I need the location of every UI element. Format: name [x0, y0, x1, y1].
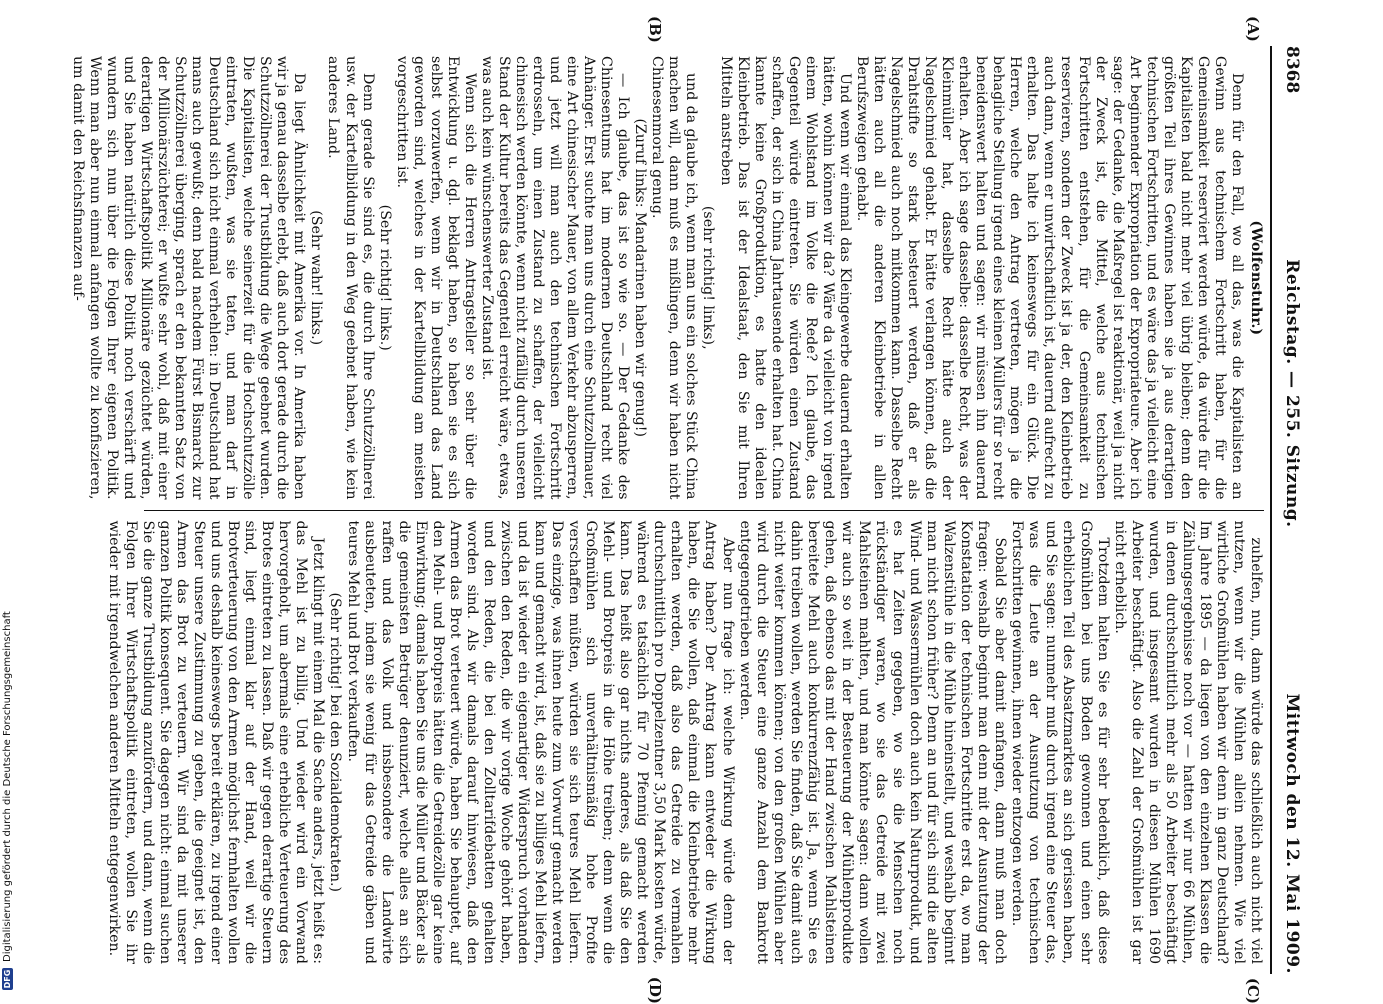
- paragraph: Sobald Sie aber damit anfangen, dann muß man doch fragen: weshalb beginnt man denn mit der Ausnutzung der Konstatation der technischen Fortschritte erst da, wo man Walzenstühle in die Mühle hineinstellt, und weshalb beginnt man nicht schon früher? Denn an und für sich sind die alten Wind- und Wassermühlen doch auch kein Naturprodukt, und es hat Zeiten gegeben, wo sie die Menschen noch rückständiger waren, wo sie das Getreide mit zwei Mahlsteinen mahlten, und man könnte sagen: dann wollen wir auch so weit in der Besteuerung der Mühlenprodukte gehen, daß ebenso das mit der Hand zwischen Mahlsteinen bereitete Mehl auch konkurrenzfähig ist. Ja, wenn Sie es dahin treiben wollen, werden Sie finden, daß Sie damit auch nicht weiter kommen können; von den großen Mühlen aber wird durch die Steuer eine ganze Anzahl dem Bankrott entgegengetrieben werden.: [736, 520, 1009, 964]
- right-column: [105, 511, 1264, 975]
- margin-marker-d: (D): [646, 976, 664, 1004]
- left-column: [69, 46, 1264, 510]
- paragraph: — Ich glaube, das ist so wie so. — Der Gedanke des Chinesentums hat im modernen Deutschland recht viel Anhänger. Erst suchte man uns durch eine Schutzzollmauer, eine Art chinesischer Mauer, von allem Verkehr abzusperren, und jetzt will man auch den technischen Fortschritt erdrosseln, um einen Zustand zu schaffen, der vielleicht chinesisch werden könnte, wenn nicht zufällig durch unseren Stand der Kultur bereits das Gegenteil erreicht wäre, etwas, was auch kein wünschenswerter Zustand ist.: [478, 56, 632, 500]
- paragraph: und da glaube ich, wenn man uns ein solches Stück China machen will, dann muß es mißlingen, denn wir haben nicht Chinesenmoral genug.: [649, 56, 700, 500]
- paragraph: Da liegt Ähnlichkeit mit Amerika vor. In Amerika haben wir ja genau dasselbe erlebt, daß auch dort gerade durch die Schutzzöllnerei der Trustbildung die Wege geebnet wurden. Die Kapitalisten, welche seinerzeit für die Hochschutzzölle eintraten, wußten, was sie taten, und man darf in Deutschland sich nicht einmal verhehlen: in Deutschland hat mans auch gewußt; denn bald nachdem Fürst Bismarck zur Schutzzöllnerei überging, sprach er den bekannten Satz von der Millionärszüchterei; er wußte sehr wohl, daß mit einer derartigen Wirtschaftspolitik Millionäre gezüchtet würden, und Sie haben natürlich diese Politik noch verschärft und wundern sich nun über die Folgen Ihrer eigenen Politik. Wenn man aber nun einmal anfangen wollte zu konfiszieren, um damit den Reichsfinanzen auf-: [69, 56, 308, 500]
- text-columns: [69, 16, 1264, 1004]
- paragraph: Wenn sich die Herren Antragsteller so sehr über die Entwicklung u. dgl. beklagt haben, so haben sie es sich selbst vorzuwerfen, wenn wir in Deutschland das Land geworden sind, welches in der Kartellbildung am meisten vorgeschritten ist.: [393, 56, 478, 500]
- page-number: 8368: [1282, 46, 1302, 94]
- margin-marker-c: (C): [1244, 977, 1262, 1004]
- paragraph: Jetzt klingt mit einem Mal die Sache anders, jetzt heißt es: das Mehl ist zu billig. Und wieder wird ein Vorwand hervorgeholt, um abermals eine erhebliche Verteuerung des Brotes eintreten zu lassen. Daß wir gegen derartige Steuern sind, liegt einmal klar auf der Hand, weil wir die Brotverteuerung von den Armen möglichst fernhalten wollen und uns deshalb keineswegs bereit erklären, zu irgend einer Steuer unsere Zustimmung zu geben, die geeignet ist, den Armen das Brot zu verteuern. Wir sind da mit unserer ganzen Politik konsequent. Sie dagegen nicht: einmal suchen Sie die ganze Trustbildung anzufördern, und dann, wenn die Folgen Ihrer Wirtschaftspolitik eintreten, wollen Sie ihr wieder mit irgendwelchen anderen Mitteln entgegenwirken.: [105, 520, 327, 964]
- paragraph: (Zuruf links: Mandarinen haben wir genug!): [632, 118, 649, 438]
- paragraph: (Sehr wahr! links.): [308, 210, 325, 346]
- margin-marker-b: (B): [646, 16, 664, 43]
- footer-text: Digitalisierung gefördert durch die Deutsche Forschungsgemeinschaft: [2, 611, 13, 962]
- session-title: Reichstag. — 255. Sitzung.: [1282, 259, 1302, 528]
- paragraph: Denn für den Fall, wo all das, was die Kapitalisten an Gewinn aus technischem Fortschritt haben, für die Gemeinsamkeit reserviert werden würde, da würde für die Kapitalisten bald nicht mehr viel übrig bleiben; denn den größten Teil ihres Gewinnes haben sie ja aus derartigen technischen Fortschritten, und es wäre das ja vielleicht eine Art beginnender Expropriation der Expropriateure. Aber ich sage: der Gedanke, die Maßregel ist reaktionär, weil ja nicht der Zweck ist, die Mittel, welche aus technischen Fortschritten entstehen, für die Gemeinsamkeit zu reservieren, sondern der Zweck ist ja der, den Kleinbetrieb auch dann, wenn er unwirtschaftlich ist, dauernd aufrecht zu erhalten. Das halte ich keineswegs für ein Glück. Die Herren, welche den Antrag vertreten, mögen ja die behagliche Stellung irgend eines kleinen Müllers für so recht beneidenswert halten und sagen: wir müssen ihn dauernd erhalten. Aber ich sage dasselbe: dasselbe Recht, was der Kleinmüller hat, dasselbe Recht hätte auch der Nagelschmied gehabt. Er hätte verlangen können, daß die Drahtstifte so stark besteuert werden, daß er als Nagelschmied auch noch mitkommen kann. Dasselbe Recht hätten auch all die anderen Kleinbetriebe in allen Berufszweigen gehabt.: [853, 56, 1245, 500]
- paragraph: (Sehr richtig! bei den Sozialdemokraten.): [327, 592, 344, 893]
- paragraph: Und wenn wir einmal das Kleingewerbe dauernd erhalten hätten, wohin können wir da? Wäre da vielleicht von irgend einem Wohlstand im Volke die Rede? Ich glaube, das Gegenteil würde eintreten. Sie würden einen Zustand schaffen, der sich in China Jahrtausende erhalten hat. China kannte keine Großproduktion, es hatte den idealen Kleinbetrieb. Das ist der Idealstaat, den Sie mit Ihren Mitteln anstreben: [717, 56, 853, 500]
- paragraph: Denn gerade Sie sind es, die durch Ihre Schutzzöllnerei usw. der Kartellbildung in den Weg geebnet haben, wie kein anderes Land.: [325, 56, 376, 500]
- dfg-logo: DFG: [3, 969, 12, 989]
- speaker-name: (Wolfenstuhr.): [1248, 220, 1264, 336]
- paragraph: (Sehr richtig! links.): [376, 204, 393, 351]
- margin-marker-a: (A): [1244, 16, 1262, 42]
- digitization-footer: [2, 10, 13, 990]
- newspaper-page: [69, 16, 1310, 1004]
- session-date: Mittwoch den 12. Mai 1909.: [1282, 693, 1302, 974]
- paragraph: Trotzdem halten Sie es für sehr bedenklich, daß diese Großmühlen bei uns Boden gewonnen und einen sehr erheblichen Teil des Absatzmarktes an sich gerissen haben, und Sie sagen: nunmehr muß durch irgend eine Steuer das, was die Leute an der Ausnutzung von technischen Fortschritten gewinnen, ihnen wieder entzogen werden.: [1009, 520, 1111, 964]
- paragraph: zuhelfen, nun, dann würde das schließlich auch nicht viel nutzen, wenn wir die Mühlen allein nehmen. Wie viel wirtliche Großmühlen haben wir denn in ganz Deutschland? Im Jahre 1895 — da liegen von den einzelnen Klassen die Zählungsergebnisse noch vor — hatten wir nur 66 Mühlen, in denen durchschnittlich mehr als 50 Arbeiter beschäftigt wurden, und insgesamt wurden in diesen Mühlen 1690 Arbeiter beschäftigt. Also die Zahl der Großmühlen ist gar nicht erheblich.: [1111, 520, 1264, 964]
- paragraph: (sehr richtig! links),: [700, 205, 717, 350]
- paragraph: Aber nun frage ich: welche Wirkung würde denn der Antrag haben? Der Antrag kann entweder die Wirkung haben, die Sie wollen, daß einmal die Kleinbetriebe mehr erhalten werden, daß also das Getreide zu vermahlen durchschnittlich pro Doppelzentner 3,50 Mark kosten würde, während es tatsächlich für 70 Pfennig gemacht werden kann. Das heißt also gar nichts anderes, als daß Sie den Mehl- und Brotpreis in die Höhe treiben; denn wenn die Großmühlen sich unverhältnismäßig hohe Profite verschaffen müßten, würden sie sich teures Mehl liefern. Das einzige, was ihnen heute zum Vorwurf gemacht werden kann und gemacht wird, ist, daß sie zu billiges Mehl liefern, und da ist wieder ein eigenartiger Widerspruch vorhanden zwischen den Reden, die wir vorige Woche gehört haben, und den Reden, die bei den Zolltarifdebatten gehalten worden sind. Als wir damals darauf hinwiesen, daß den Armen das Brot verteuert würde, haben Sie behauptet, auf den Mehl- und Brotpreis hätten die Getreidezölle gar keine Einwirkung; damals haben Sie uns die Müller und Bäcker als die gemeinsten Betrüger denunziert, welche alles an sich raffen und das Volk und insbesondere die Landwirte ausbeuteten, indem sie wenig für das Getreide gäben und teures Mehl und Brot verkauften.: [344, 520, 736, 964]
- page-header: [1270, 46, 1302, 974]
